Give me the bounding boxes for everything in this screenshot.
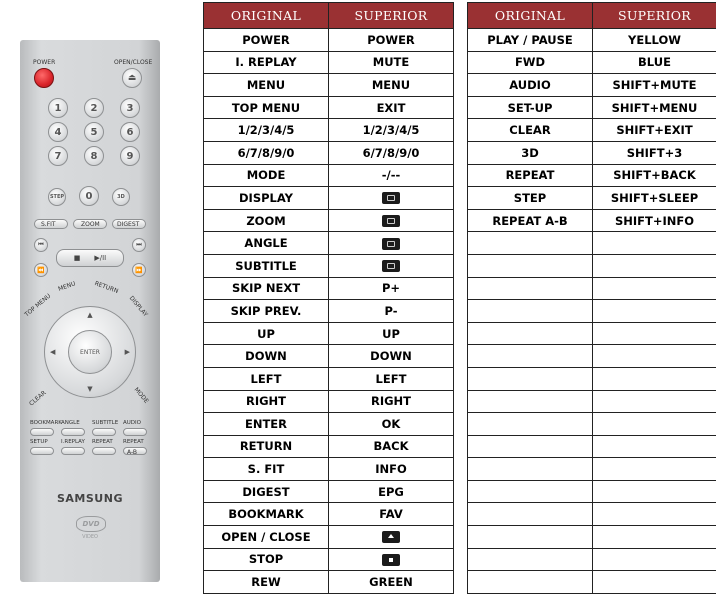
- subtitle-button-icon: [382, 260, 400, 272]
- table-row: [468, 413, 716, 436]
- display-button-icon: [382, 192, 400, 204]
- table-row: [204, 164, 454, 187]
- enter-button: ENTER: [68, 330, 112, 374]
- original-cell: PLAY / PAUSE: [468, 29, 593, 52]
- superior-cell: [329, 209, 454, 232]
- original-cell: S. FIT: [204, 458, 329, 481]
- table-row: [468, 141, 716, 164]
- superior-cell: EXIT: [329, 96, 454, 119]
- table-row: [468, 548, 716, 571]
- superior-cell: [593, 367, 716, 390]
- stop-icon: ■: [73, 254, 81, 262]
- superior-cell: [593, 322, 716, 345]
- superior-cell: [593, 254, 716, 277]
- remote-pill-button: [92, 447, 116, 455]
- original-cell: REPEAT: [468, 164, 593, 187]
- original-cell: [468, 232, 593, 255]
- original-cell: [468, 390, 593, 413]
- superior-cell: POWER: [329, 29, 454, 52]
- digit-2-button: 2: [84, 98, 104, 118]
- remote-control-image: [20, 40, 160, 582]
- original-cell: [468, 345, 593, 368]
- superior-cell: SHIFT+SLEEP: [593, 187, 716, 210]
- header-original: ORIGINAL: [468, 3, 593, 29]
- return-label: RETURN: [93, 279, 120, 296]
- remote-label: I.REPLAY: [61, 439, 85, 445]
- header-original: ORIGINAL: [204, 3, 329, 29]
- table-row: [468, 277, 716, 300]
- remote-label: SUBTITLE: [92, 420, 119, 426]
- table-row: [468, 345, 716, 368]
- superior-cell: [593, 300, 716, 323]
- remote-pill-button: [123, 428, 147, 436]
- superior-cell: SHIFT+EXIT: [593, 119, 716, 142]
- superior-cell: 1/2/3/4/5: [329, 119, 454, 142]
- remote-label: AUDIO: [123, 420, 141, 426]
- open-close-label: OPEN/CLOSE: [114, 59, 153, 66]
- superior-cell: DOWN: [329, 345, 454, 368]
- digit-5-button: 5: [84, 122, 104, 142]
- header-superior: SUPERIOR: [593, 3, 716, 29]
- remote-label: REPEAT: [123, 439, 144, 445]
- table-row: [204, 367, 454, 390]
- table-row: [468, 232, 716, 255]
- original-cell: 3D: [468, 141, 593, 164]
- original-cell: STOP: [204, 548, 329, 571]
- original-cell: POWER: [204, 29, 329, 52]
- original-cell: [468, 458, 593, 481]
- superior-cell: [593, 571, 716, 594]
- angle-button-icon: [382, 238, 400, 250]
- remote-pill-button: [61, 447, 85, 455]
- superior-cell: P+: [329, 277, 454, 300]
- table-row: [204, 458, 454, 481]
- table-row: [204, 29, 454, 52]
- table-row: [204, 232, 454, 255]
- original-cell: UP: [204, 322, 329, 345]
- superior-cell: EPG: [329, 480, 454, 503]
- superior-cell: LEFT: [329, 367, 454, 390]
- superior-cell: [593, 232, 716, 255]
- superior-cell: SHIFT+3: [593, 141, 716, 164]
- table-row: [468, 390, 716, 413]
- remote-label: SETUP: [30, 439, 48, 445]
- zoom-button: ZOOM: [73, 219, 107, 229]
- table-row: [204, 413, 454, 436]
- superior-cell: [329, 526, 454, 549]
- menu-label: MENU: [57, 280, 77, 293]
- remote-label: BOOKMARK: [30, 420, 62, 426]
- original-cell: DISPLAY: [204, 187, 329, 210]
- up-arrow-icon: ▲: [87, 311, 93, 319]
- superior-cell: MUTE: [329, 51, 454, 74]
- original-cell: BOOKMARK: [204, 503, 329, 526]
- original-cell: SET-UP: [468, 96, 593, 119]
- remote-pill-button: [30, 428, 54, 436]
- stop-play-rocker: [56, 249, 124, 267]
- table-row: [204, 548, 454, 571]
- superior-cell: BACK: [329, 435, 454, 458]
- superior-cell: [593, 277, 716, 300]
- remote-pill-button: [61, 428, 85, 436]
- original-cell: [468, 322, 593, 345]
- superior-cell: 6/7/8/9/0: [329, 141, 454, 164]
- original-cell: FWD: [468, 51, 593, 74]
- superior-cell: UP: [329, 322, 454, 345]
- original-cell: ANGLE: [204, 232, 329, 255]
- superior-cell: [593, 503, 716, 526]
- display-label: DISPLAY: [127, 294, 149, 319]
- table-row: [204, 435, 454, 458]
- original-cell: LEFT: [204, 367, 329, 390]
- superior-cell: [593, 413, 716, 436]
- superior-cell: [593, 548, 716, 571]
- remote-label: ANGLE: [61, 420, 80, 426]
- table-row: [468, 458, 716, 481]
- top-menu-label: TOP MENU: [23, 292, 53, 319]
- original-cell: [468, 367, 593, 390]
- right-arrow-icon: ▶: [124, 348, 130, 356]
- table-row: [468, 571, 716, 594]
- mapping-table-left: [203, 2, 454, 594]
- original-cell: [468, 413, 593, 436]
- superior-cell: RIGHT: [329, 390, 454, 413]
- table-row: [204, 254, 454, 277]
- table-row: [204, 74, 454, 97]
- table-row: [468, 29, 716, 52]
- step-button: STEP: [48, 188, 66, 206]
- navigation-ring: [44, 306, 136, 398]
- dvd-logo: DVD: [76, 516, 106, 532]
- superior-cell: OK: [329, 413, 454, 436]
- original-cell: SKIP NEXT: [204, 277, 329, 300]
- power-label: POWER: [33, 59, 56, 66]
- original-cell: SUBTITLE: [204, 254, 329, 277]
- original-cell: I. REPLAY: [204, 51, 329, 74]
- superior-cell: [593, 390, 716, 413]
- original-cell: [468, 277, 593, 300]
- original-cell: [468, 435, 593, 458]
- original-cell: TOP MENU: [204, 96, 329, 119]
- table-row: [468, 503, 716, 526]
- superior-cell: [329, 187, 454, 210]
- digest-button: DIGEST: [112, 219, 146, 229]
- original-cell: SKIP PREV.: [204, 300, 329, 323]
- eject-icon: ⏏: [122, 68, 142, 88]
- original-cell: AUDIO: [468, 74, 593, 97]
- superior-cell: [593, 435, 716, 458]
- superior-cell: SHIFT+MUTE: [593, 74, 716, 97]
- table-row: [468, 51, 716, 74]
- digit-8-button: 8: [84, 146, 104, 166]
- superior-cell: [329, 548, 454, 571]
- clear-label: CLEAR: [28, 389, 48, 408]
- superior-cell: MENU: [329, 74, 454, 97]
- superior-cell: GREEN: [329, 571, 454, 594]
- table-row: [468, 435, 716, 458]
- eject-button-icon: [382, 531, 400, 543]
- table-row: [204, 141, 454, 164]
- video-label: VIDEO: [82, 534, 98, 540]
- fast-forward-icon: ⏩: [132, 263, 146, 277]
- original-cell: MODE: [204, 164, 329, 187]
- table-row: [468, 119, 716, 142]
- superior-cell: [329, 254, 454, 277]
- superior-cell: SHIFT+BACK: [593, 164, 716, 187]
- superior-cell: [593, 345, 716, 368]
- brand-logo: SAMSUNG: [57, 492, 123, 505]
- skip-prev-icon: ⏮: [34, 238, 48, 252]
- remote-pill-button: [92, 428, 116, 436]
- mapping-table-right: [467, 2, 716, 594]
- table-row: [204, 526, 454, 549]
- superior-cell: [593, 458, 716, 481]
- skip-next-icon: ⏭: [132, 238, 146, 252]
- original-cell: DOWN: [204, 345, 329, 368]
- original-cell: REW: [204, 571, 329, 594]
- superior-cell: FAV: [329, 503, 454, 526]
- superior-cell: YELLOW: [593, 29, 716, 52]
- original-cell: MENU: [204, 74, 329, 97]
- digit-0-button: 0: [79, 186, 99, 206]
- original-cell: 6/7/8/9/0: [204, 141, 329, 164]
- original-cell: ENTER: [204, 413, 329, 436]
- table-row: [468, 480, 716, 503]
- 3d-button: 3D: [112, 188, 130, 206]
- original-cell: REPEAT A-B: [468, 209, 593, 232]
- table-row: [468, 96, 716, 119]
- digit-3-button: 3: [120, 98, 140, 118]
- left-arrow-icon: ◀: [50, 348, 56, 356]
- original-cell: [468, 571, 593, 594]
- digit-7-button: 7: [48, 146, 68, 166]
- original-cell: [468, 503, 593, 526]
- zoom-button-icon: [382, 215, 400, 227]
- table-row: [204, 96, 454, 119]
- table-row: [468, 164, 716, 187]
- table-row: [204, 119, 454, 142]
- table-row: [204, 277, 454, 300]
- original-cell: 1/2/3/4/5: [204, 119, 329, 142]
- superior-cell: [593, 480, 716, 503]
- original-cell: STEP: [468, 187, 593, 210]
- down-arrow-icon: ▼: [87, 385, 93, 393]
- superior-cell: SHIFT+MENU: [593, 96, 716, 119]
- superior-cell: SHIFT+INFO: [593, 209, 716, 232]
- original-cell: [468, 526, 593, 549]
- table-row: [204, 209, 454, 232]
- original-cell: [468, 548, 593, 571]
- table-row: [204, 390, 454, 413]
- table-row: [204, 300, 454, 323]
- table-row: [204, 480, 454, 503]
- table-row: [468, 526, 716, 549]
- superior-cell: -/--: [329, 164, 454, 187]
- original-cell: DIGEST: [204, 480, 329, 503]
- table-row: [468, 367, 716, 390]
- original-cell: RIGHT: [204, 390, 329, 413]
- superior-cell: [329, 232, 454, 255]
- stop-button-icon: [382, 554, 400, 566]
- play-pause-icon: ▶/II: [94, 254, 107, 262]
- rewind-icon: ⏪: [34, 263, 48, 277]
- mode-label: MODE: [132, 386, 150, 405]
- superior-cell: [593, 526, 716, 549]
- original-cell: CLEAR: [468, 119, 593, 142]
- remote-pill-button: [30, 447, 54, 455]
- table-row: [468, 74, 716, 97]
- sfit-button: S.FIT: [34, 219, 68, 229]
- original-cell: [468, 480, 593, 503]
- header-superior: SUPERIOR: [329, 3, 454, 29]
- table-row: [204, 322, 454, 345]
- digit-4-button: 4: [48, 122, 68, 142]
- digit-1-button: 1: [48, 98, 68, 118]
- digit-6-button: 6: [120, 122, 140, 142]
- original-cell: ZOOM: [204, 209, 329, 232]
- superior-cell: P-: [329, 300, 454, 323]
- original-cell: [468, 300, 593, 323]
- superior-cell: BLUE: [593, 51, 716, 74]
- table-row: [204, 503, 454, 526]
- digit-9-button: 9: [120, 146, 140, 166]
- remote-label: REPEAT: [92, 439, 113, 445]
- original-cell: RETURN: [204, 435, 329, 458]
- superior-cell: INFO: [329, 458, 454, 481]
- original-cell: [468, 254, 593, 277]
- table-row: [468, 187, 716, 210]
- table-row: [204, 51, 454, 74]
- table-row: [468, 209, 716, 232]
- power-button: [34, 68, 54, 88]
- table-row: [204, 571, 454, 594]
- repeat-ab-label: A-B: [127, 449, 138, 456]
- table-row: [468, 322, 716, 345]
- original-cell: OPEN / CLOSE: [204, 526, 329, 549]
- table-row: [468, 300, 716, 323]
- table-row: [204, 345, 454, 368]
- table-row: [204, 187, 454, 210]
- table-row: [468, 254, 716, 277]
